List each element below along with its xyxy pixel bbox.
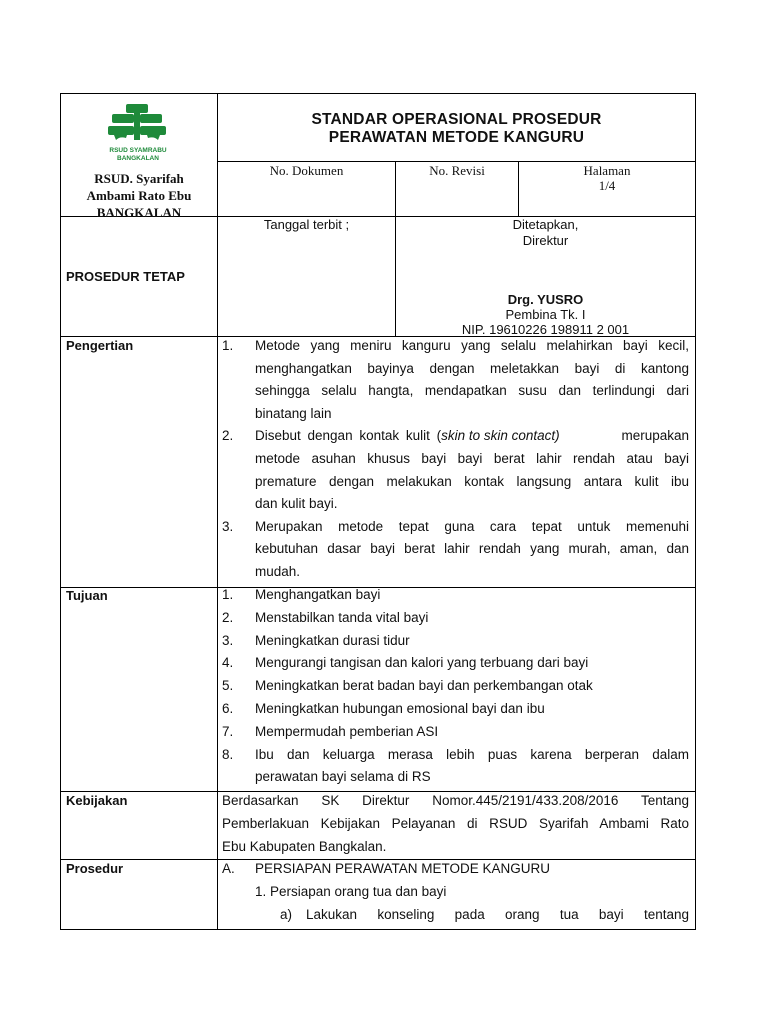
list-number: 3. bbox=[222, 518, 234, 534]
hospital-name-line1: RSUD. Syarifah bbox=[94, 171, 184, 186]
definition-2-italic-term: skin to skin contact) bbox=[441, 428, 560, 444]
definition-2-line3: premature dengan melakukan kontak langsung antara kulit ibu bbox=[255, 473, 689, 489]
document-title bbox=[218, 111, 695, 147]
definition-2-line2: metode asuhan khusus bayi bayi berat lahir rendah atau bayi bbox=[255, 450, 689, 466]
definition-1-line4: binatang lain bbox=[255, 405, 332, 421]
list-number: 1. bbox=[222, 587, 234, 602]
procedure-step-1a-marker: a) bbox=[280, 907, 293, 922]
policy-text bbox=[222, 789, 689, 858]
approval-set-by: Ditetapkan, bbox=[512, 217, 579, 232]
approval-block bbox=[396, 217, 695, 249]
title-divider bbox=[217, 161, 696, 162]
purpose-list bbox=[222, 584, 689, 789]
definition-3-line2: kebutuhan dasar bayi berat lahir rendah yang murah, aman, dan bbox=[255, 541, 689, 557]
definition-3-line1: Merupakan metode tepat guna cara tepat untuk memenuhi bbox=[255, 518, 689, 534]
document-title-line1: STANDAR OPERASIONAL PROSEDUR bbox=[311, 111, 602, 128]
page-value: 1/4 bbox=[598, 178, 616, 193]
procedure-section-a bbox=[222, 857, 689, 880]
list-number: 6. bbox=[222, 700, 234, 716]
list-number: 7. bbox=[222, 723, 234, 739]
list-item bbox=[222, 698, 689, 721]
definition-2-line1 bbox=[255, 425, 689, 448]
list-number: 2. bbox=[222, 609, 234, 625]
procedure-step-1a-text: Lakukan konseling pada orang tua bayi tentang bbox=[306, 907, 689, 922]
list-item bbox=[222, 721, 689, 744]
issue-date-label: Tanggal terbit ; bbox=[263, 217, 350, 232]
purpose-item-text: Menghangatkan bayi bbox=[255, 587, 381, 602]
list-number: 5. bbox=[222, 678, 234, 694]
list-number: 4. bbox=[222, 655, 234, 671]
purpose-item-text: Meningkatkan durasi tidur bbox=[255, 632, 410, 648]
definition-2-text-a: Disebut dengan kontak kulit ( bbox=[255, 428, 442, 444]
procedure-step-1a bbox=[222, 903, 689, 926]
signatory-nip: NIP. 19610226 198911 2 001 bbox=[461, 322, 630, 337]
procedure-content bbox=[222, 857, 689, 926]
list-item bbox=[222, 675, 689, 698]
procedure-step-1: 1. Persiapan orang tua dan bayi bbox=[255, 884, 447, 899]
list-item bbox=[222, 425, 689, 515]
list-number: 3. bbox=[222, 632, 234, 648]
list-item bbox=[222, 630, 689, 653]
revision-number-label: No. Revisi bbox=[429, 163, 485, 178]
policy-line3: Ebu Kabupaten Bangkalan. bbox=[222, 839, 387, 854]
list-item bbox=[222, 516, 689, 584]
list-number: 8. bbox=[222, 746, 234, 762]
table-border-bottom bbox=[60, 929, 696, 930]
definition-1-line3: sehingga selalu hangta, mendapatkan susu dan terlindungi dari bbox=[255, 383, 689, 399]
signatory-name: Drg. YUSRO bbox=[507, 292, 584, 307]
table-border-top bbox=[60, 93, 696, 94]
signatory-rank: Pembina Tk. I bbox=[505, 307, 586, 322]
list-number: 2. bbox=[222, 428, 234, 444]
procedure-section-a-title: PERSIAPAN PERAWATAN METODE KANGURU bbox=[255, 861, 551, 876]
logo-text-line1: RSUD SYAMRABU bbox=[109, 147, 167, 154]
hospital-name-line2: Ambami Rato Ebu bbox=[86, 188, 192, 203]
doc-number-label: No. Dokumen bbox=[269, 163, 344, 178]
signatory-block bbox=[396, 292, 695, 337]
purpose-item-text: Meningkatkan hubungan emosional bayi dan ibu bbox=[255, 700, 545, 716]
page-label: Halaman bbox=[583, 163, 631, 178]
hospital-logo bbox=[100, 100, 176, 168]
list-item bbox=[222, 607, 689, 630]
list-item bbox=[222, 652, 689, 675]
fixed-procedure-label: PROSEDUR TETAP bbox=[66, 269, 185, 284]
definition-list bbox=[222, 335, 689, 584]
procedure-label: Prosedur bbox=[66, 861, 124, 876]
procedure-section-a-marker: A. bbox=[222, 861, 235, 876]
list-item bbox=[222, 744, 689, 790]
hospital-name-line3: BANGKALAN bbox=[96, 205, 182, 220]
definition-2-text-b: merupakan bbox=[621, 428, 689, 444]
definition-2-line4: dan kulit bayi. bbox=[255, 496, 338, 512]
hospital-name bbox=[61, 170, 217, 221]
policy-line1: Berdasarkan SK Direktur Nomor.445/2191/433.208/2016 Tentang bbox=[222, 793, 689, 808]
definition-1-line1: Metode yang meniru kanguru yang selalu melahirkan bayi kecil, bbox=[255, 338, 689, 353]
list-item bbox=[222, 584, 689, 607]
purpose-item-8-line2: perawatan bayi selama di RS bbox=[255, 769, 431, 785]
purpose-item-text: Mempermudah pemberian ASI bbox=[255, 723, 439, 739]
table-border-right bbox=[695, 93, 696, 930]
document-title-line2: PERAWATAN METODE KANGURU bbox=[328, 129, 585, 146]
definition-1-line2: menghangatkan bayinya dengan meletakkan bayi di kantong bbox=[255, 360, 689, 376]
policy-line2: Pemberlakuan Kebijakan Pelayanan di RSUD Syarifah Ambami Rato bbox=[222, 816, 689, 831]
list-item bbox=[222, 335, 689, 425]
purpose-item-text: Menstabilkan tanda vital bayi bbox=[255, 609, 429, 625]
policy-label: Kebijakan bbox=[66, 793, 128, 808]
logo-text-line2: BANGKALAN bbox=[117, 155, 159, 162]
approval-role: Direktur bbox=[522, 233, 569, 248]
definition-label: Pengertian bbox=[66, 338, 134, 353]
purpose-item-8-line1: Ibu dan keluarga merasa lebih puas karena berperan dalam bbox=[255, 746, 689, 762]
purpose-item-text: Mengurangi tangisan dan kalori yang terbuang dari bayi bbox=[255, 655, 589, 671]
list-number: 1. bbox=[222, 338, 234, 353]
purpose-item-text: Meningkatkan berat badan bayi dan perkembangan otak bbox=[255, 678, 593, 694]
definition-3-line3: mudah. bbox=[255, 563, 301, 579]
purpose-label: Tujuan bbox=[66, 588, 108, 603]
hospital-logo-mark bbox=[100, 100, 176, 168]
